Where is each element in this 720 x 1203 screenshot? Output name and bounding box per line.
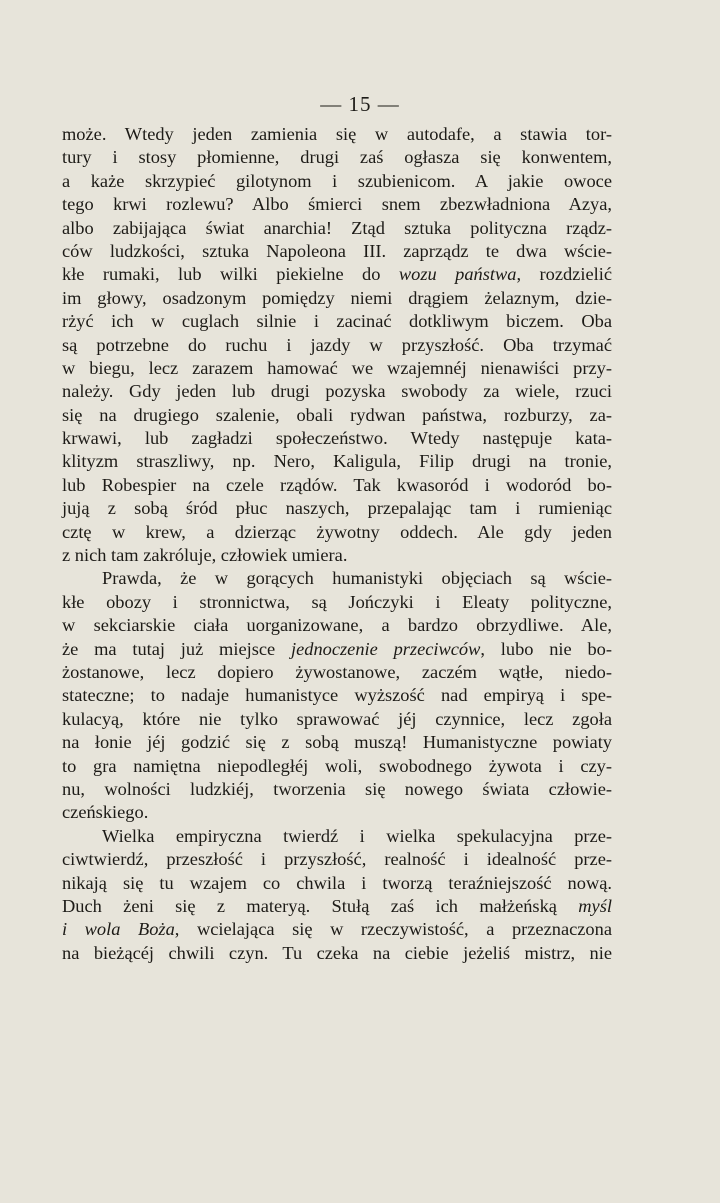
text-line: należy. Gdy jeden lub drugi pozyska swobody za wiele, rzuci <box>62 381 612 402</box>
text-line: na bieżącéj chwili czyn. Tu czeka na ciebie jeżeliś mistrz, nie <box>62 942 612 963</box>
text-line: klityzm straszliwy, np. Nero, Kaligula, Filip drugi na tronie, <box>62 451 612 472</box>
text-line: nu, wolności ludzkiéj, tworzenia się nowego świata człowie- <box>62 778 612 799</box>
text-line: są potrzebne do ruchu i jazdy w przyszłość. Oba trzymać <box>62 334 612 355</box>
text-line: z nich tam zakróluje, człowiek umiera. <box>62 545 348 566</box>
text-segment: , lubo nie bo- <box>480 638 612 659</box>
emphasized-text: jednoczenie przeciwców <box>290 638 481 659</box>
text-line: stateczne; to nadaje humanistyce wyższość nad empiryą i spe- <box>62 685 612 706</box>
text-line: cztę w krew, a dzierząc żywotny oddech. Ale gdy jeden <box>62 521 612 542</box>
page-text <box>62 123 612 965</box>
page-number: — 15 — <box>320 92 400 116</box>
text-line: albo zabijająca świat anarchia! Ztąd sztuka polityczna rządz- <box>62 217 612 238</box>
text-line: a każe skrzypieć gilotynom i szubienicom. A jakie owoce <box>62 170 612 191</box>
text-line: tury i stosy płomienne, drugi zaś ogłasza się konwentem, <box>62 147 612 168</box>
text-line: czeńskiego. <box>62 802 149 823</box>
text-line: jują z sobą śród płuc naszych, przepalając tam i rumieniąc <box>62 498 612 519</box>
text-line: w biegu, lecz zarazem hamować we wzajemnéj nienawiści przy- <box>62 357 612 378</box>
text-line: żostanowe, lecz dopiero żywostanowe, zaczém wątłe, niedo- <box>62 661 612 682</box>
text-line <box>62 638 612 661</box>
text-line <box>62 895 612 918</box>
text-line: tego krwi rozlewu? Albo śmierci snem zbezwładniona Azya, <box>62 194 612 215</box>
text-line: nikają się tu wzajem co chwila i tworzą teraźniejszość nową. <box>62 872 612 893</box>
text-segment: , rozdzielić <box>516 264 612 285</box>
text-line: lub Robespier na czele rządów. Tak kwasoród i wodoród bo- <box>62 474 612 495</box>
text-line: Prawda, że w gorących humanistyki objęciach są wście- <box>102 568 612 589</box>
text-segment: że ma tutaj już miejsce <box>62 638 291 659</box>
text-segment: Duch żeni się z materyą. Stułą zaś ich małżeńską <box>62 895 579 916</box>
text-segment: , wcielająca się w rzeczywistość, a przeznaczona <box>174 919 612 940</box>
emphasized-text: i wola Boża <box>62 919 175 940</box>
text-line <box>62 918 612 941</box>
text-line: im głowy, osadzonym pomiędzy niemi drągiem żelaznym, dzie- <box>62 287 612 308</box>
text-line: się na drugiego szalenie, obali rydwan państwa, rozburzy, za- <box>62 404 612 425</box>
text-line: kulacyą, które nie tylko sprawować jéj czynnice, lecz zgoła <box>62 708 612 729</box>
text-line: Wielka empiryczna twierdź i wielka spekulacyjna prze- <box>102 825 612 846</box>
text-segment: kłe rumaki, lub wilki piekielne do <box>62 264 399 285</box>
text-line <box>62 263 612 286</box>
text-line: rżyć ich w cuglach silnie i zacinać dotkliwym biczem. Oba <box>62 311 612 332</box>
text-line: ców ludzkości, sztuka Napoleona III. zaprządz te dwa wście- <box>62 240 612 261</box>
text-line: może. Wtedy jeden zamienia się w autodafe, a stawia tor- <box>62 124 612 144</box>
emphasized-text: wozu państwa <box>398 264 517 285</box>
text-line: w sekciarskie ciała uorganizowane, a bardzo obrzydliwe. Ale, <box>62 615 612 636</box>
text-line: ciwtwierdź, przeszłość i przyszłość, realność i idealność prze- <box>62 849 612 870</box>
emphasized-text: myśl <box>578 895 612 916</box>
text-line: to gra namiętna niepodległéj woli, swobodnego żywota i czy- <box>62 755 612 776</box>
text-line: na łonie jéj godzić się z sobą muszą! Humanistyczne powiaty <box>62 732 612 753</box>
text-line: krwawi, lub zagładzi społeczeństwo. Wtedy następuje kata- <box>62 428 612 449</box>
text-line: kłe obozy i stronnictwa, są Jończyki i Eleaty polityczne, <box>62 591 612 612</box>
